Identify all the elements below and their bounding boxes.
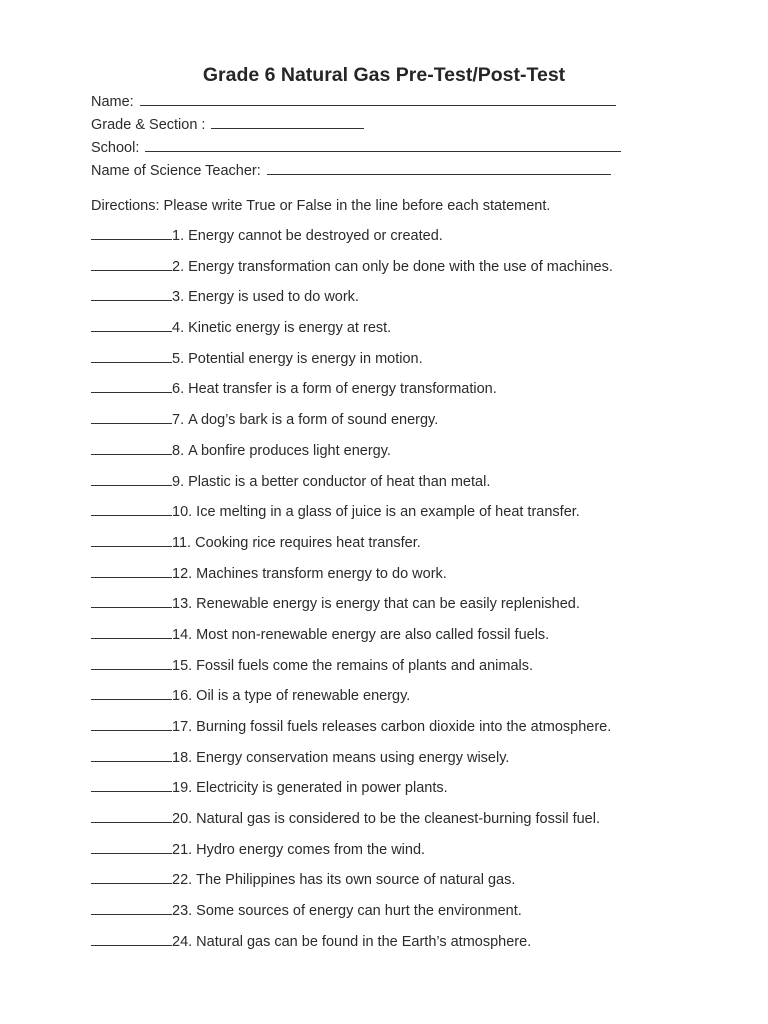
teacher-label: Name of Science Teacher: bbox=[91, 163, 261, 179]
answer-blank[interactable] bbox=[91, 226, 172, 240]
statement-text: Plastic is a better conductor of heat than metal. bbox=[188, 473, 491, 490]
statement-number: 11. bbox=[172, 534, 192, 551]
statement-item bbox=[91, 502, 613, 533]
statement-number: 16. bbox=[172, 688, 193, 705]
statement-text: Energy transformation can only be done with the use of machines. bbox=[188, 258, 613, 275]
statement-number: 21. bbox=[172, 841, 193, 858]
statement-text: Natural gas can be found in the Earth’s atmosphere. bbox=[196, 933, 532, 950]
statement-item bbox=[91, 840, 613, 871]
statement-item bbox=[91, 410, 613, 441]
statement-text: Potential energy is energy in motion. bbox=[188, 350, 423, 367]
directions-text: Directions: Please write True or False in the line before each statement. bbox=[91, 198, 551, 214]
teacher-blank[interactable] bbox=[267, 162, 611, 175]
name-blank[interactable] bbox=[140, 93, 616, 106]
statement-number: 20. bbox=[172, 811, 193, 828]
statement-text: The Philippines has its own source of natural gas. bbox=[196, 872, 516, 889]
statement-text: Burning fossil fuels releases carbon dioxide into the atmosphere. bbox=[196, 719, 612, 735]
statement-text: Energy cannot be destroyed or created. bbox=[188, 228, 443, 244]
answer-blank[interactable] bbox=[91, 379, 172, 393]
statement-number: 9. bbox=[172, 473, 185, 490]
statement-item bbox=[91, 564, 613, 595]
statement-number: 22. bbox=[172, 872, 193, 889]
statement-item bbox=[91, 441, 613, 472]
answer-blank[interactable] bbox=[91, 349, 172, 363]
answer-blank[interactable] bbox=[91, 717, 172, 731]
answer-blank[interactable] bbox=[91, 564, 172, 578]
answer-blank[interactable] bbox=[91, 932, 172, 946]
grade-section-label: Grade & Section : bbox=[91, 117, 206, 133]
statement-item bbox=[91, 870, 613, 901]
statement-item bbox=[91, 318, 613, 349]
statement-text: Most non-renewable energy are also called fossil fuels. bbox=[196, 626, 550, 643]
statement-number: 18. bbox=[172, 749, 193, 766]
grade-section-blank[interactable] bbox=[211, 116, 364, 129]
statement-number: 13. bbox=[172, 596, 193, 613]
page-title: Grade 6 Natural Gas Pre-Test/Post-Test bbox=[202, 64, 566, 86]
statement-text: Hydro energy comes from the wind. bbox=[196, 841, 426, 858]
statement-number: 23. bbox=[172, 903, 193, 920]
statement-item bbox=[91, 594, 613, 625]
statement-item bbox=[91, 533, 613, 564]
statement-number: 3. bbox=[172, 289, 185, 306]
answer-blank[interactable] bbox=[91, 901, 172, 915]
answer-blank[interactable] bbox=[91, 686, 172, 700]
statement-text: Natural gas is considered to be the cleanest-burning fossil fuel. bbox=[196, 811, 600, 828]
answer-blank[interactable] bbox=[91, 318, 172, 332]
statement-number: 8. bbox=[172, 442, 185, 459]
answer-blank[interactable] bbox=[91, 257, 172, 271]
statement-text: Heat transfer is a form of energy transformation. bbox=[188, 381, 497, 398]
statement-text: Some sources of energy can hurt the environment. bbox=[196, 903, 522, 920]
statement-number: 7. bbox=[172, 412, 185, 429]
statement-text: A dog’s bark is a form of sound energy. bbox=[188, 412, 439, 429]
statement-list bbox=[91, 226, 613, 963]
statement-item bbox=[91, 901, 613, 932]
statement-text: Renewable energy is energy that can be easily replenished. bbox=[196, 596, 580, 613]
statement-text: Oil is a type of renewable energy. bbox=[196, 688, 411, 705]
answer-blank[interactable] bbox=[91, 656, 172, 670]
statement-text: Fossil fuels come the remains of plants and animals. bbox=[196, 657, 534, 674]
statement-text: Kinetic energy is energy at rest. bbox=[188, 320, 392, 337]
statement-item bbox=[91, 932, 613, 963]
statement-text: Cooking rice requires heat transfer. bbox=[195, 534, 421, 551]
statement-number: 17. bbox=[172, 719, 193, 735]
answer-blank[interactable] bbox=[91, 809, 172, 823]
statement-item bbox=[91, 379, 613, 410]
statement-item bbox=[91, 226, 613, 257]
answer-blank[interactable] bbox=[91, 870, 172, 884]
statement-text: A bonfire produces light energy. bbox=[188, 442, 391, 459]
school-label: School: bbox=[91, 140, 140, 156]
statement-item bbox=[91, 625, 613, 656]
statement-text: Ice melting in a glass of juice is an example of heat transfer. bbox=[196, 504, 580, 521]
answer-blank[interactable] bbox=[91, 410, 172, 424]
answer-blank[interactable] bbox=[91, 594, 172, 608]
statement-number: 6. bbox=[172, 381, 185, 398]
name-field bbox=[91, 92, 616, 112]
statement-number: 4. bbox=[172, 320, 185, 337]
grade-section-field bbox=[91, 115, 364, 135]
statement-item bbox=[91, 686, 613, 717]
answer-blank[interactable] bbox=[91, 533, 172, 547]
teacher-field bbox=[91, 161, 611, 181]
answer-blank[interactable] bbox=[91, 840, 172, 854]
statement-number: 12. bbox=[172, 565, 193, 582]
statement-item bbox=[91, 748, 613, 779]
answer-blank[interactable] bbox=[91, 748, 172, 762]
statement-number: 24. bbox=[172, 933, 193, 950]
statement-number: 10. bbox=[172, 504, 193, 521]
statement-item bbox=[91, 287, 613, 318]
statement-item bbox=[91, 809, 613, 840]
answer-blank[interactable] bbox=[91, 441, 172, 455]
statement-number: 19. bbox=[172, 780, 193, 797]
statement-item bbox=[91, 778, 613, 809]
statement-item bbox=[91, 257, 613, 288]
school-field bbox=[91, 138, 621, 158]
statement-number: 1. bbox=[172, 228, 185, 244]
statement-item bbox=[91, 656, 613, 687]
answer-blank[interactable] bbox=[91, 502, 172, 516]
name-label: Name: bbox=[91, 94, 134, 110]
statement-number: 14. bbox=[172, 626, 193, 643]
school-blank[interactable] bbox=[145, 139, 621, 152]
statement-item bbox=[91, 717, 613, 748]
statement-text: Energy is used to do work. bbox=[188, 289, 359, 306]
answer-blank[interactable] bbox=[91, 472, 172, 486]
statement-item bbox=[91, 472, 613, 503]
statement-number: 15. bbox=[172, 657, 193, 674]
statement-text: Machines transform energy to do work. bbox=[196, 565, 447, 582]
statement-number: 2. bbox=[172, 258, 185, 275]
statement-item bbox=[91, 349, 613, 380]
statement-text: Energy conservation means using energy wisely. bbox=[196, 749, 510, 766]
statement-number: 5. bbox=[172, 350, 185, 367]
answer-blank[interactable] bbox=[91, 778, 172, 792]
answer-blank[interactable] bbox=[91, 625, 172, 639]
answer-blank[interactable] bbox=[91, 287, 172, 301]
statement-text: Electricity is generated in power plants. bbox=[196, 780, 448, 797]
